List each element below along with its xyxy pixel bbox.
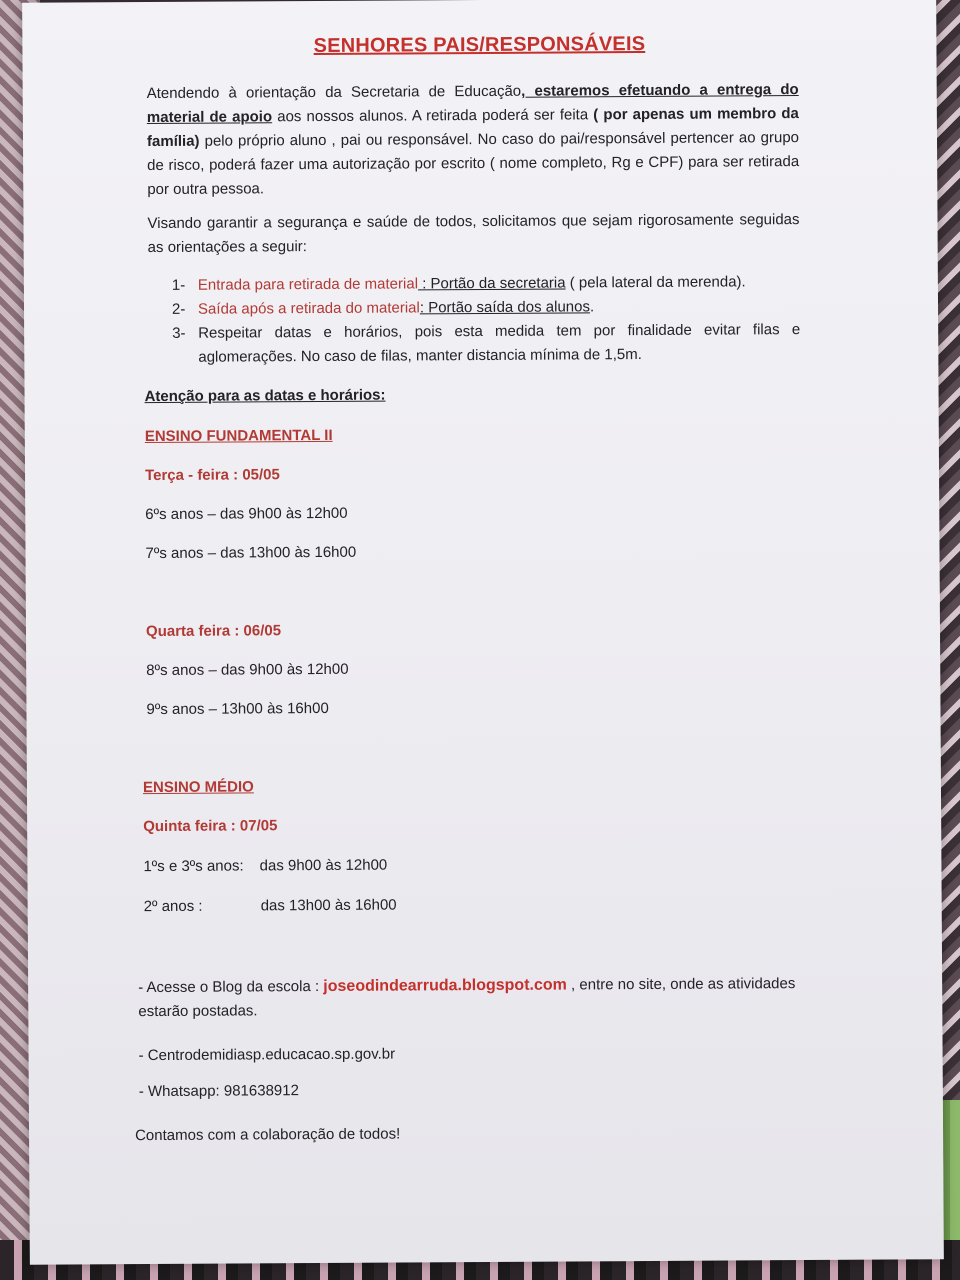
blog-prefix: - Acesse o Blog da escola : [138,977,324,997]
orientation-location: : Portão saída dos alunos [419,298,591,317]
safety-paragraph: Visando garantir a segurança e saúde de todos, solicitamos que sejam rigorosamente seguidas as orientações a seguir: [147,211,800,257]
intro-text-e: pelo próprio aluno , pai ou responsável. No caso do pai/responsável pertencer ao grupo de risco, poderá fazer uma autorização por escrito ( nome completo, Rg e CPF) para ser retirada por outra pessoa. [147,129,800,199]
attention-heading: Atenção para as datas e horários: [144,386,386,406]
section-ensino-medio: ENSINO MÉDIO [142,778,254,797]
document [22,0,944,1265]
orientation-location: : Portão da secretaria [417,274,566,293]
day-quarta: Quarta feira : 06/05 [145,622,282,641]
orientation-rest: Respeitar datas e horários, pois esta medida tem por finalidade evitar filas e aglomerações. No caso de filas, manter distancia mínima de 1,5m. [198,321,801,366]
intro-text-c: aos nossos alunos. A retirada poderá ser feita [272,106,594,126]
orientation-rest: . [589,298,595,316]
paper-sheet [22,0,944,1265]
orientation-number: 3- [172,324,186,342]
schedule-row [144,897,397,916]
section-ensino-fundamental: ENSINO FUNDAMENTAL II [144,426,333,446]
orientation-item [172,318,800,370]
intro-text-material: , estaremos efetuando a entrega do material de apoio [146,81,799,127]
site-line: - Centrodemidiasp.educacao.sp.gov.br [138,1045,396,1065]
blog-suffix: , entre no site, onde as atividades estarão postadas. [138,975,796,1021]
orientation-number: 1- [171,276,186,294]
whatsapp-line: - Whatsapp: 981638912 [138,1082,299,1101]
schedule-time: das 13h00 às 16h00 [260,896,397,915]
intro-paragraph [147,78,800,202]
orientation-label: Entrada para retirada de material [197,275,419,294]
schedule-item: 9ºs anos – 13h00 às 16h00 [146,699,329,719]
schedule-item: 8ºs anos – das 9h00 às 12h00 [146,660,349,680]
intro-text-a: Atendendo à orientação da Secretaria de Educação [146,82,522,103]
schedule-time: das 9h00 às 12h00 [259,856,388,875]
day-quinta: Quinta feira : 07/05 [143,817,278,836]
orientation-label: Saída após a retirada do material [197,299,420,318]
schedule-label: 1ºs e 3ºs anos: [143,857,244,876]
orientation-rest: ( pela lateral da merenda). [565,273,746,292]
document-title: SENHORES PAIS/RESPONSÁVEIS [313,32,646,58]
orientations-list [172,270,801,370]
schedule-item: 7ºs anos – das 13h00 às 16h00 [145,543,357,563]
schedule-item: 6ºs anos – das 9h00 às 12h00 [145,504,348,524]
orientation-number: 2- [171,300,186,318]
blog-link[interactable]: joseodindearruda.blogspot.com [323,976,567,995]
intro-text-family: ( por apenas um membro da família) [146,105,799,151]
closing-line: Contamos com a colaboração de todos! [135,1125,401,1145]
day-terca: Terça - feira : 05/05 [144,466,280,485]
schedule-row [143,857,387,875]
schedule-label: 2º anos : [143,897,203,916]
blog-paragraph [138,972,808,1024]
